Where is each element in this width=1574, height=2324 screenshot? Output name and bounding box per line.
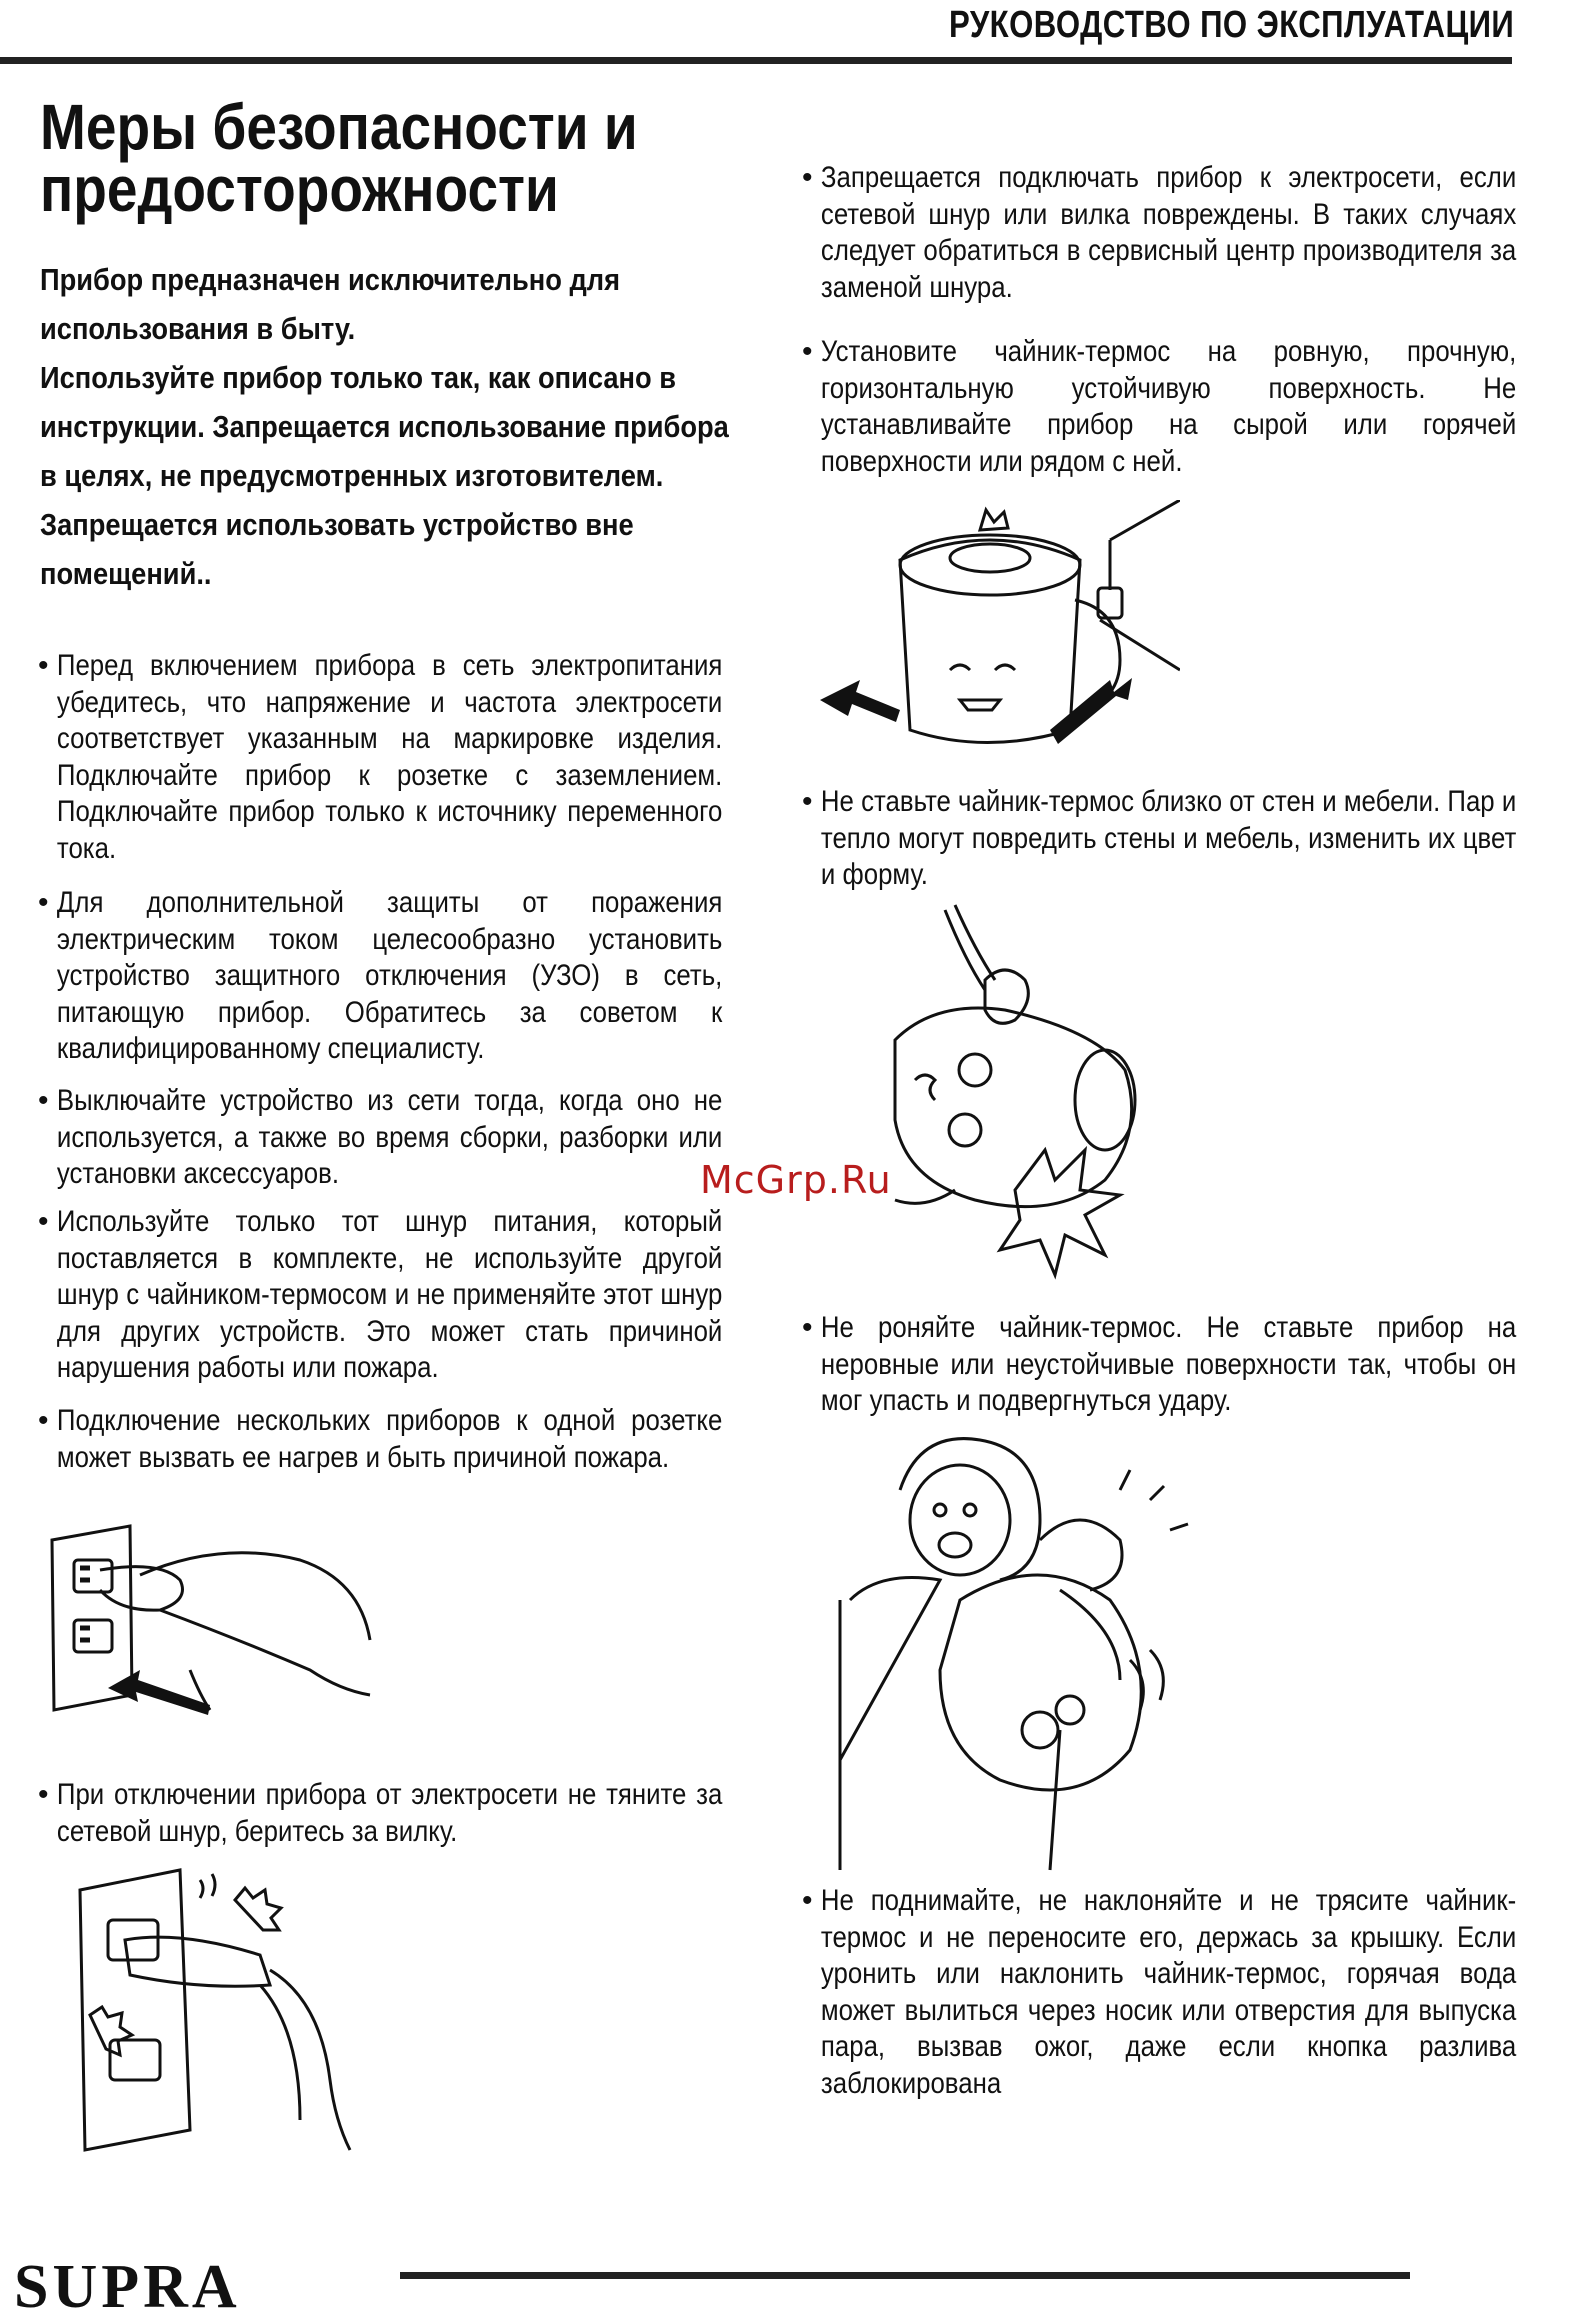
bullet-marker: • <box>802 785 813 818</box>
intro-paragraph: Запрещается использовать устройство вне помещений.. <box>40 507 634 591</box>
header-rule <box>0 57 1512 64</box>
bullet-marker: • <box>38 1404 49 1437</box>
bullet-voltage-check: • Перед включением прибора в сеть электропитания убедитесь, что напряжение и частота электросети соответствует указанным на маркировке изделия. Подключайте прибор к розетке с заземлением. Подключайте прибор только к источнику переменного тока. <box>38 649 723 865</box>
bullet-marker: • <box>38 886 49 919</box>
damaged-plug-illustration <box>30 1860 370 2160</box>
intro-paragraph: Используйте прибор только так, как описано в инструкции. Запрещается использование прибора в целях, не предусмотренных изготовителем. <box>40 360 729 493</box>
bullet-marker: • <box>802 161 813 194</box>
watermark: McGrp.Ru <box>700 1158 892 1202</box>
bullet-pull-plug: • При отключении прибора от электросети не тяните за сетевой шнур, беритесь за вилку. <box>38 1778 723 1848</box>
brand-logo: SUPRA <box>14 2253 241 2321</box>
falling-thermopot-illustration <box>855 900 1175 1300</box>
bullet-marker: • <box>802 1311 813 1344</box>
bullet-marker: • <box>38 1778 49 1811</box>
page-title: Меры безопасности и предосторожности <box>40 91 638 225</box>
bullet-marker: • <box>38 649 49 682</box>
bullet-unplug-when-unused: • Выключайте устройство из сети тогда, когда оно не используется, а также во время сборки, разборки или установки аксессуаров. <box>38 1084 723 1190</box>
bullet-marker: • <box>38 1084 49 1117</box>
bullet-marker: • <box>802 1884 813 1917</box>
bullet-do-not-drop: • Не роняйте чайник-термос. Не ставьте прибор на неровные или неустойчивые поверхности так, чтобы он мог упасть и подвергнуться удару. <box>802 1311 1517 1417</box>
bullet-rcd: • Для дополнительной защиты от поражения электрическим током целесообразно установить устройство защитного отключения (УЗО) в сеть, питающую прибор. Обратитесь за советом к квалифицированному специалисту. <box>38 886 723 1065</box>
bullet-marker: • <box>802 335 813 368</box>
footer-rule <box>400 2272 1410 2279</box>
plug-hand-illustration <box>40 1520 380 1760</box>
intro-paragraph: Прибор предназначен исключительно для использования в быту. <box>40 262 621 346</box>
bullet-walls-furniture: • Не ставьте чайник-термос близко от стен и мебели. Пар и тепло могут повредить стены и мебель, изменить их цвет и форму. <box>802 785 1517 891</box>
bullet-stable-surface: • Установите чайник-термос на ровную, прочную, горизонтальную устойчивую поверхность. Не устанавливайте прибор на сырой или горячей поверхности или рядом с ней. <box>802 335 1517 478</box>
header-title: РУКОВОДСТВО ПО ЭКСПЛУАТАЦИИ <box>948 4 1514 46</box>
bullet-power-cord: • Используйте только тот шнур питания, который поставляется в комплекте, не используйте другой шнур с чайником-термосом и не применяйте этот шнур для других устройств. Это может стать причиной нарушения работы или пожара. <box>38 1205 723 1384</box>
bullet-damaged-cord: • Запрещается подключать прибор к электросети, если сетевой шнур или вилка повреждены. В таких случаях следует обратиться в сервисный центр производителя за заменой шнура. <box>802 161 1517 304</box>
thermopot-near-wall-illustration <box>820 500 1180 770</box>
carrying-thermopot-illustration <box>820 1430 1200 1880</box>
bullet-multiple-devices: • Подключение нескольких приборов к одной розетке может вызвать ее нагрев и быть причиной пожара. <box>38 1404 723 1474</box>
intro-block <box>40 255 740 598</box>
bullet-marker: • <box>38 1205 49 1238</box>
bullet-do-not-tilt: • Не поднимайте, не наклоняйте и не трясите чайник-термос и не переносите его, держась за крышку. Если уронить или наклонить чайник-термос, горячая вода может вылиться через носик или отверстия для выпуска пара, вызвав ожог, даже если кнопка разлива заблокирована <box>802 1884 1517 2100</box>
